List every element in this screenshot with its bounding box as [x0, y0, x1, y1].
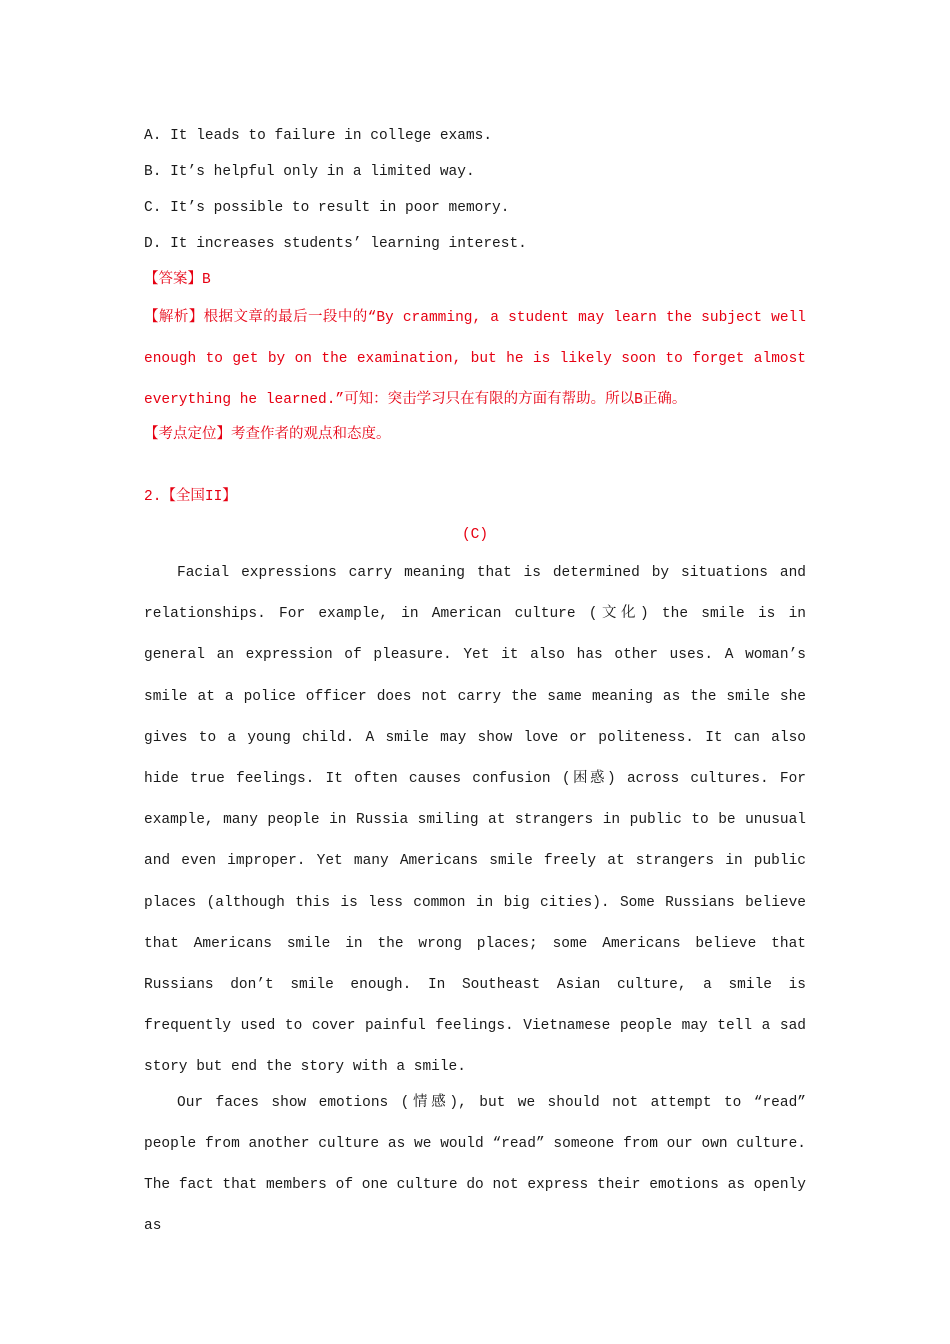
option-a: A. It leads to failure in college exams.	[144, 128, 493, 144]
exam-point-line: 【考点定位】考查作者的观点和态度。	[144, 427, 391, 443]
passage-paragraph-2: Our faces show emotions (情感), but we should not attempt to “read” people from another culture as we would “read” someone from our own culture. The fact that members of one culture do not express their emotions as openly as	[144, 1094, 806, 1235]
section-heading: 2.【全国II】	[144, 489, 237, 505]
page-content	[144, 118, 806, 1247]
option-b: B. It’s helpful only in a limited way.	[144, 164, 475, 180]
option-d: D. It increases students’ learning interest.	[144, 236, 527, 252]
passage-label: (C)	[461, 527, 489, 543]
analysis-paragraph: 【解析】根据文章的最后一段中的“By cramming, a student may learn the subject well enough to get by on the examination, but he is likely soon to forget almost everything he learned.”可知：突击学习只在有限的方面有帮助。所以B正确。	[144, 310, 806, 408]
option-c: C. It’s possible to result in poor memory.	[144, 200, 510, 216]
passage-paragraph-1: Facial expressions carry meaning that is determined by situations and relationships. For example, in American culture (文化) the smile is in general an expression of pleasure. Yet it also has other uses. A woman’s smile at a police officer does not carry the same meaning as the smile she gives to a young child. A smile may show love or politeness. It can also hide true feelings. It often causes confusion (困惑) across cultures. For example, many people in Russia smiling at strangers in public to be unusual and even improper. Yet many Americans smile freely at strangers in public places (although this is less common in big cities). Some Russians believe that Americans smile in the wrong places; some Americans believe that Russians don’t smile enough. In Southeast Asian culture, a smile is frequently used to cover painful feelings. Vietnamese people may tell a sad story but end the story with a smile.	[144, 565, 806, 1076]
answer-line: 【答案】B	[144, 272, 211, 288]
